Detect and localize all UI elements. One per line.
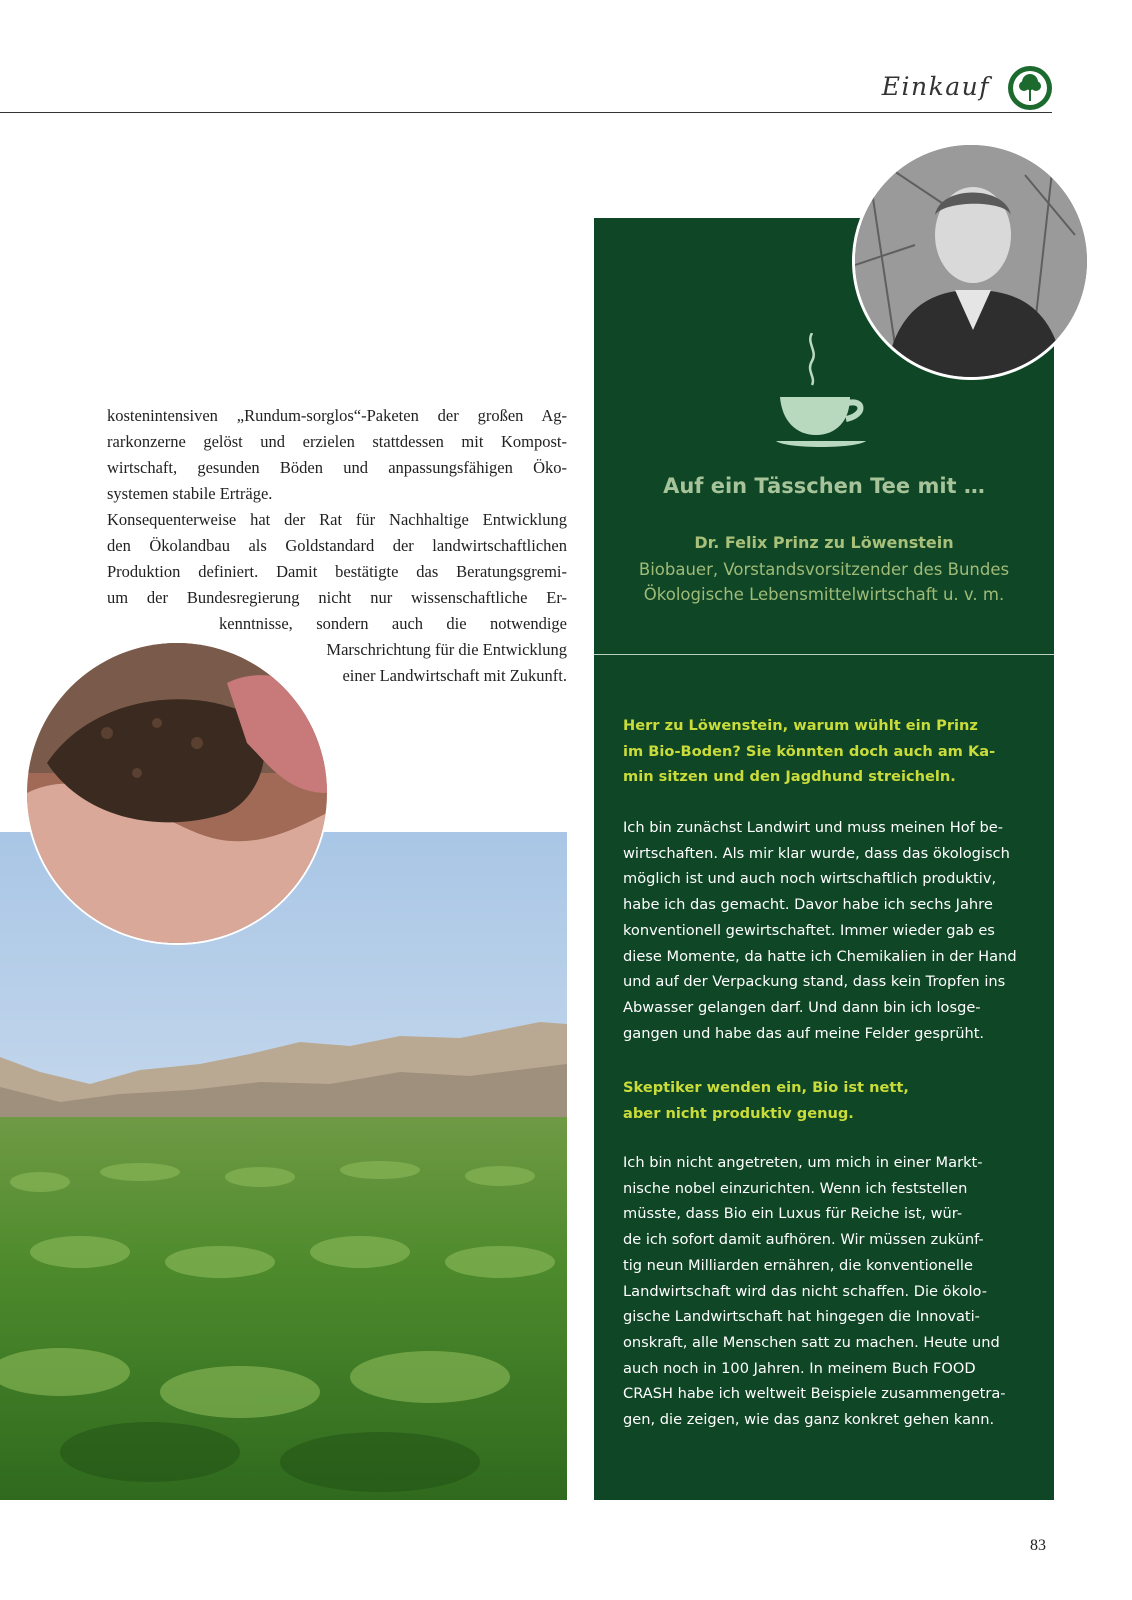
text-line: kostenintensiven „Rundum-sorglos“-Paketen der großen Ag-	[107, 406, 567, 425]
text-line: wirtschaft, gesunden Böden und anpassungsfähigen Öko-	[107, 458, 567, 477]
text-line: systemen stabile Erträge.	[107, 484, 273, 503]
answer-line: diese Momente, da hatte ich Chemikalien in der Hand	[623, 947, 1017, 965]
text-line: um der Bundesregierung nicht nur wissenschaftliche Er-	[107, 588, 567, 607]
answer-line: Ich bin zunächst Landwirt und muss meinen Hof be-	[623, 819, 1003, 836]
field-photo	[0, 832, 567, 1500]
answer-line: Ich bin nicht angetreten, um mich in einer Markt-	[623, 1154, 983, 1171]
question-line: Skeptiker wenden ein, Bio ist nett,	[623, 1079, 909, 1096]
answer-line: müsste, dass Bio ein Luxus für Reiche ist, wür-	[623, 1205, 963, 1223]
role-line: Biobauer, Vorstandsvorsitzender des Bundes	[638, 560, 1010, 579]
soil-hand-photo	[25, 641, 329, 945]
paragraph-1	[107, 403, 567, 507]
question-2	[623, 1075, 1028, 1126]
portrait-photo	[852, 142, 1090, 380]
teacup-icon	[776, 333, 872, 451]
answer-1	[623, 815, 1028, 1046]
answer-line: habe ich das gemacht. Davor habe ich sechs Jahre	[623, 896, 993, 914]
answer-line: auch noch in 100 Jahren. In meinem Buch FOOD	[623, 1359, 976, 1377]
answer-line: wirtschaften. Als mir klar wurde, dass das ökologisch	[623, 844, 1010, 862]
interview-heading: Auf ein Tässchen Tee mit …	[663, 474, 985, 498]
question-line: Herr zu Löwenstein, warum wühlt ein Prinz	[623, 717, 978, 734]
question-1	[623, 713, 1028, 790]
lebensbaum-logo	[1007, 65, 1053, 111]
answer-line: Landwirtschaft wird das nicht schaffen. Die ökolo-	[623, 1282, 987, 1300]
answer-line: und auf der Verpackung stand, dass kein Tropfen ins	[623, 973, 1006, 991]
text-line: den Ökolandbau als Goldstandard der landwirtschaftlichen	[107, 536, 567, 555]
text-line: einer Landwirtschaft mit Zukunft.	[342, 666, 567, 685]
answer-line: gische Landwirtschaft hat hingegen die Innovati-	[623, 1308, 980, 1326]
question-line: min sitzen und den Jagdhund streicheln.	[623, 768, 956, 786]
answer-line: Abwasser gelangen darf. Und dann bin ich losge-	[623, 998, 981, 1016]
page-number: 83	[1030, 1537, 1046, 1554]
role-line: Ökologische Lebensmittelwirtschaft u. v. m.	[643, 585, 1005, 604]
question-line: aber nicht produktiv genug.	[623, 1104, 854, 1122]
text-line: kenntnisse, sondern auch die notwendige	[219, 614, 567, 633]
answer-line: gen, die zeigen, wie das ganz konkret gehen kann.	[623, 1411, 995, 1429]
text-line: Konsequenterweise hat der Rat für Nachhaltige Entwicklung	[107, 510, 567, 529]
answer-line: konventionell gewirtschaftet. Immer wieder gab es	[623, 921, 995, 939]
answer-line: de ich sofort damit aufhören. Wir müssen zukünf-	[623, 1231, 984, 1249]
interviewee-role	[594, 557, 1054, 607]
answer-line: tig neun Milliarden ernähren, die konventionelle	[623, 1256, 973, 1274]
header-rule	[0, 112, 1052, 113]
text-line: rarkonzerne gelöst und erzielen stattdessen mit Kompost-	[107, 432, 567, 451]
interview-divider	[594, 654, 1054, 655]
answer-line: gangen und habe das auf meine Felder gesprüht.	[623, 1024, 985, 1042]
answer-line: nische nobel einzurichten. Wenn ich feststellen	[623, 1179, 968, 1197]
portrait-image	[855, 145, 1087, 377]
answer-2	[623, 1150, 1028, 1433]
text-line: Produktion definiert. Damit bestätigte das Beratungsgremi-	[107, 562, 567, 581]
interviewee-name: Dr. Felix Prinz zu Löwenstein	[694, 533, 954, 552]
answer-line: möglich ist und auch noch wirtschaftlich produktiv,	[623, 870, 997, 888]
answer-line: onskraft, alle Menschen satt zu machen. Heute und	[623, 1333, 1000, 1351]
answer-line: CRASH habe ich weltweit Beispiele zusammengetra-	[623, 1385, 1006, 1403]
question-line: im Bio-Boden? Sie könnten doch auch am Ka-	[623, 742, 996, 760]
section-title: Einkauf	[881, 72, 990, 101]
text-line: Marschrichtung für die Entwicklung	[326, 640, 567, 659]
